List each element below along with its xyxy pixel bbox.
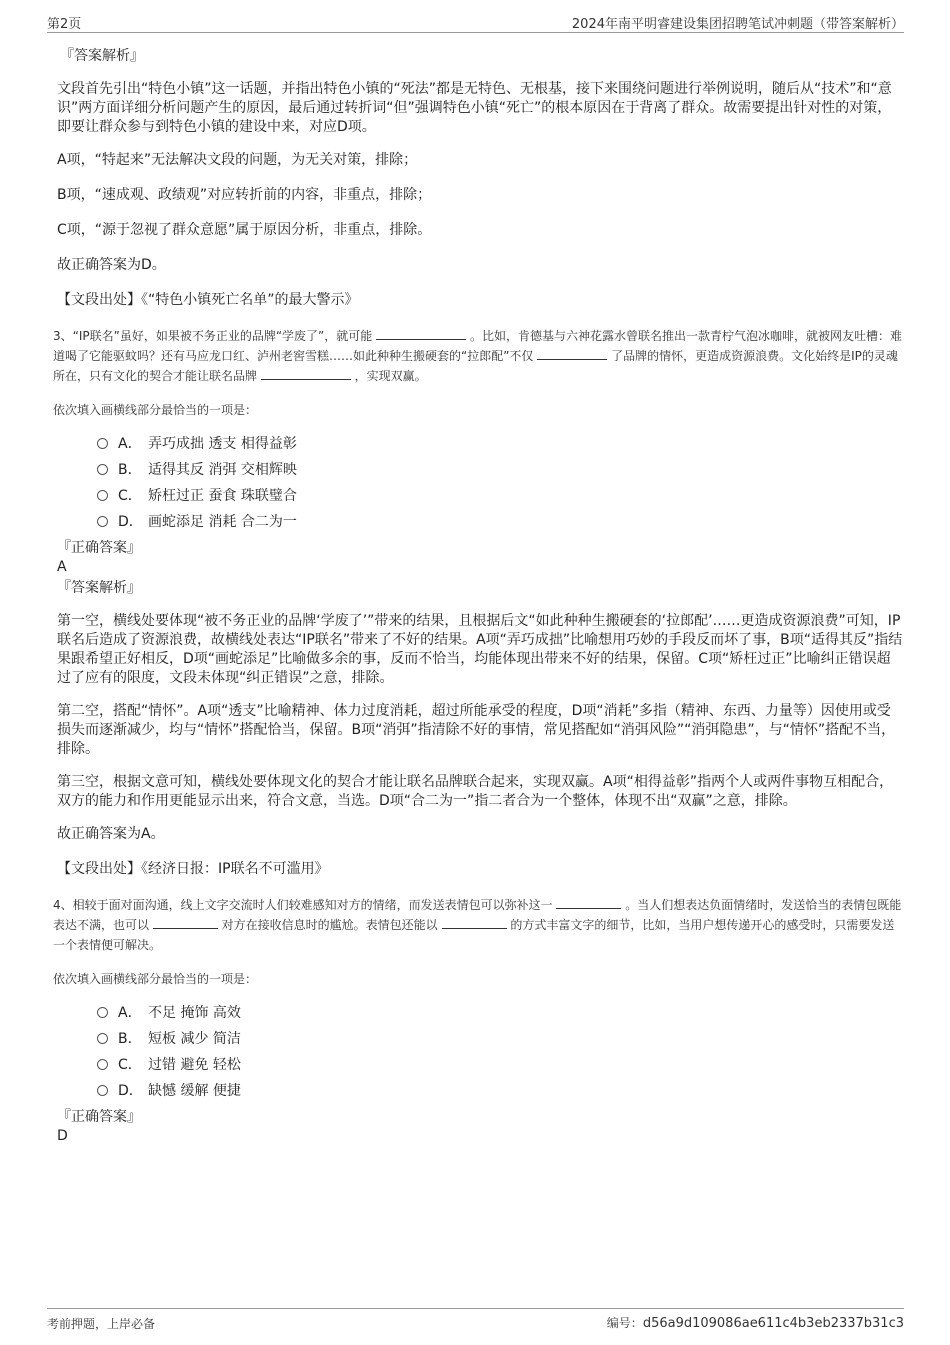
radio-icon[interactable] [97,1085,108,1096]
stem-text: 的方式丰富文字的细节，比如，当用户想传递开心的感受时，只需要发送一个表情便可解决。 [53,918,895,952]
option-letter: C． [118,488,142,504]
option-c[interactable] [57,482,903,508]
correct-answer: D [57,1128,68,1144]
question-stem [53,326,903,386]
option-letter: B． [118,1031,142,1047]
source-citation: 【文段出处】《“特色小镇死亡名单”的最大警示》 [57,292,359,308]
option-text: 弄巧成拙 透支 相得益彰 [148,436,297,452]
option-c[interactable] [57,1051,903,1077]
correct-answer-label: 『正确答案』 [57,540,141,556]
radio-icon[interactable] [97,464,108,475]
stem-text: 对方在接收信息时的尴尬。表情包还能以 [221,918,438,932]
question-stem [53,895,903,955]
document-code [607,1314,904,1331]
fill-blank [261,367,351,380]
answer-conclusion: 故正确答案为D。 [57,257,166,273]
option-a[interactable] [57,999,903,1025]
option-b[interactable] [57,456,903,482]
correct-answer: A [57,559,67,575]
option-text: 过错 避免 轻松 [148,1057,241,1073]
document-title: 2024年南平明睿建设集团招聘笔试冲刺题（带答案解析） [571,17,904,32]
option-text: 不足 掩饰 高效 [148,1005,241,1021]
radio-icon[interactable] [97,1059,108,1070]
option-letter: A． [118,1005,142,1021]
question-prompt: 依次填入画横线部分最恰当的一项是： [53,403,258,417]
answer-conclusion: 故正确答案为A。 [57,826,165,842]
option-letter: D． [118,1083,143,1099]
fill-blank [153,916,218,929]
page-content [53,46,903,1145]
option-text: 缺憾 缓解 便捷 [148,1083,241,1099]
radio-icon[interactable] [97,438,108,449]
analysis-label: 『答案解析』 [57,580,141,596]
option-text: 短板 减少 简洁 [148,1031,241,1047]
analysis-paragraph: 文段首先引出“特色小镇”这一话题，并指出特色小镇的“死法”都是无特色、无根基，接下来围绕问题进行举例说明，随后从“技术”和“意识”两方面详细分析问题产生的原因，最后通过转折词“但”强调特色小镇“死亡”的根本原因在于背离了群众。故需要提出针对性的对策，即要让群众参与到特色小镇的建设中来，对应D项。 [57,81,892,135]
analysis-paragraph: A项，“特起来”无法解决文段的问题，为无关对策，排除； [57,152,418,168]
page-header [47,12,904,33]
analysis-paragraph: B项，“速成观、政绩观”对应转折前的内容，非重点，排除； [57,187,432,203]
source-citation: 【文段出处】《经济日报：IP联名不可滥用》 [57,861,329,877]
code-value: d56a9d109086ae611c4b3eb2337b31c3 [642,1316,904,1331]
stem-text: 。当人们想表达负面情绪时，发送恰当的表情包既能表达不满，也可以 [53,898,902,932]
stem-text: 了品牌的情怀，更造成资源浪费。文化始终是IP的灵魂所在，只有文化的契合才能让联名品牌 [53,349,898,383]
option-text: 适得其反 消弭 交相辉映 [148,462,297,478]
option-text: 画蛇添足 消耗 合二为一 [148,514,297,530]
stem-text: ，实现双赢。 [354,369,427,383]
page-footer [47,1308,904,1339]
fill-blank [556,896,621,909]
stem-text: 3、“IP联名”虽好，如果被不务正业的品牌“学废了”，就可能 [53,329,373,343]
radio-icon[interactable] [97,1033,108,1044]
option-d[interactable] [57,508,903,534]
analysis-paragraph: 第二空，搭配“情怀”。A项“透支”比喻精神、体力过度消耗，超过所能承受的程度，D项“消耗”多指（精神、东西、力量等）因使用或受损失而逐渐减少，均与“情怀”搭配恰当，保留。B项“消弭”指清除不好的事情，常见搭配如“消弭风险”“消弭隐患”，与“情怀”搭配不当，排除。 [57,703,896,757]
fill-blank [442,916,507,929]
stem-text: 。比如，肯德基与六神花露水曾联名推出一款青柠气泡冰咖啡，就被网友吐槽：难道喝了它能驱蚊吗？还有马应龙口红、泸州老窖雪糕……如此种种生搬硬套的“拉郎配”不仅 [53,329,902,363]
analysis-paragraph: 第三空，根据文意可知，横线处要体现文化的契合才能让联名品牌联合起来，实现双赢。A项“相得益彰”指两个人或两件事物互相配合，双方的能力和作用更能显示出来，符合文意，当选。D项“合二为一”指二者合为一个整体，体现不出“双赢”之意，排除。 [57,774,894,809]
option-letter: D． [118,514,143,530]
question-prompt: 依次填入画横线部分最恰当的一项是： [53,972,258,986]
option-list [57,999,903,1103]
code-label: 编号： [606,1316,643,1330]
stem-text: 4、相较于面对面沟通，线上文字交流时人们较难感知对方的情绪，而发送表情包可以弥补这一 [53,898,553,912]
option-letter: A． [118,436,142,452]
fill-blank [376,327,466,340]
option-letter: B． [118,462,142,478]
radio-icon[interactable] [97,1007,108,1018]
option-list [57,430,903,534]
page-number: 第2页 [47,17,82,32]
analysis-paragraph: 第一空，横线处要体现“被不务正业的品牌‘学废了’”带来的结果，且根据后文“如此种种生搬硬套的‘拉郎配’……更造成资源浪费”可知，IP联名后造成了资源浪费，故横线处表达“IP联名”带来了不好的结果。A项“弄巧成拙”比喻想用巧妙的手段反而坏了事，B项“适得其反”指结果跟希望正好相反，D项“画蛇添足”比喻做多余的事，反而不恰当，均能体现出带来不好的结果，保留。C项“矫枉过正”比喻纠正错误超过了应有的限度，文段未体现“纠正错误”之意，排除。 [57,613,903,686]
option-b[interactable] [57,1025,903,1051]
option-text: 矫枉过正 蚕食 珠联璧合 [148,488,297,504]
radio-icon[interactable] [97,516,108,527]
footer-slogan: 考前押题，上岸必备 [47,1317,156,1331]
radio-icon[interactable] [97,490,108,501]
correct-answer-label: 『正确答案』 [57,1109,141,1125]
fill-blank [537,347,607,360]
option-d[interactable] [57,1077,903,1103]
analysis-paragraph: C项，“源于忽视了群众意愿”属于原因分析，非重点，排除。 [57,222,432,238]
option-a[interactable] [57,430,903,456]
analysis-label: 『答案解析』 [60,48,144,64]
option-letter: C． [118,1057,142,1073]
